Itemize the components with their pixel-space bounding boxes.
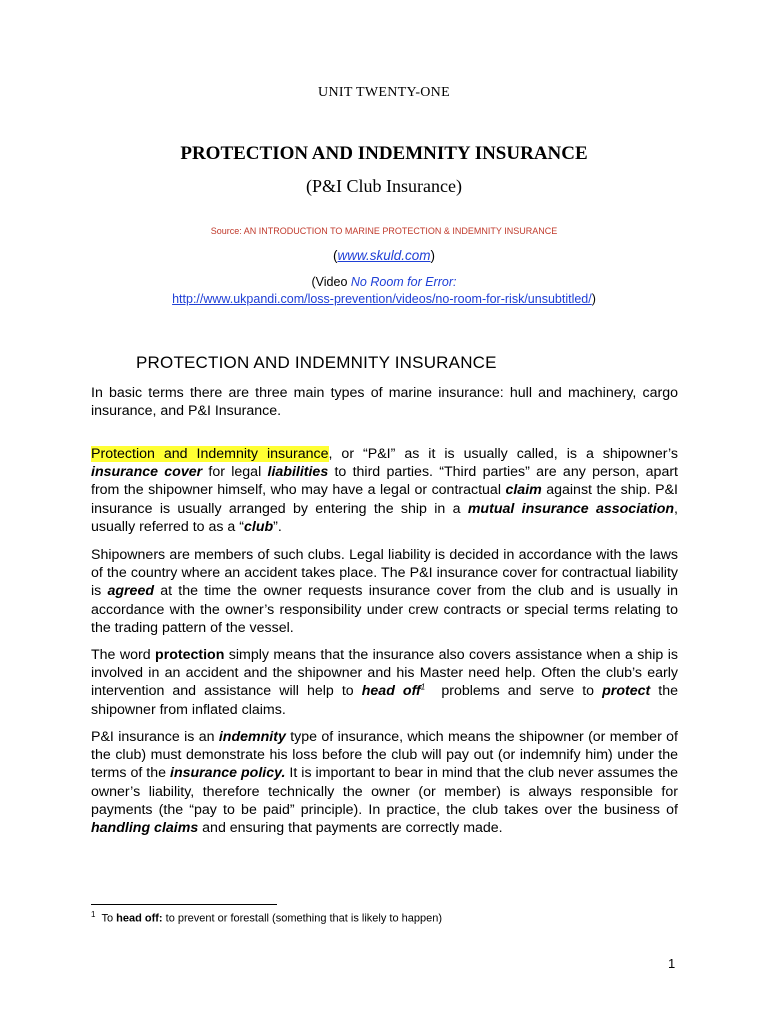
paragraph-5 [91,728,678,837]
text-run: and ensuring that payments are correctly made. [198,820,503,837]
key-term: claim [505,482,542,499]
text-run: The word [91,647,156,663]
paragraph-1: In basic terms there are three main types of marine insurance: hull and machinery, cargo insurance, and P&I Insurance. [91,385,678,420]
page-subtitle: (P&I Club Insurance) [306,176,462,196]
video-url-link[interactable]: http://www.ukpandi.com/loss-prevention/videos/no-room-for-risk/unsubtitled/ [172,292,592,306]
video-colon: : [453,275,457,289]
paragraph-4 [91,646,678,719]
footnote-definition: to prevent or forestall (something that is likely to happen) [162,912,443,925]
text-run: problems and serve to [425,683,603,700]
text-run: at the time the owner requests insurance cover from the club and is usually in accordance with the owner’s responsibility under crew contracts or special terms relating to the trading pattern of the vessel. [91,583,679,636]
paragraph-3 [91,546,678,637]
text-run: , usually referred to as a “ [91,500,678,535]
key-term: insurance policy. [170,765,286,782]
video-line [0,275,768,289]
footnote-divider [91,904,277,905]
source-line [0,226,768,236]
text-run: , or “P&I” as it is usually called, is a shipowner’s [328,446,678,462]
paragraph-2 [91,445,678,536]
video-url-line [0,292,768,306]
text-run: simply means that the insurance also covers assistance when a ship is involved in an accident and the shipowner and his Master need help. Often the club’s early intervention and assistance will help to [91,647,678,700]
key-term: agreed [107,583,155,600]
page-title: PROTECTION AND INDEMNITY INSURANCE [180,143,588,164]
text-run: the shipowner from inflated claims. [91,683,678,718]
video-title: No Room for Error [350,275,453,289]
source-text: AN INTRODUCTION TO MARINE PROTECTION & INDEMNITY INSURANCE [243,226,558,236]
key-term: handling claims [91,820,199,837]
footnote [91,910,442,925]
footnote-reference[interactable]: 1 [420,682,426,692]
text-run: against the ship. P&I insurance is usually arranged by entering the ship in a [91,482,678,517]
video-open: (Video [311,275,351,289]
text-run: type of insurance, which means the shipowner (or member of the club) must demonstrate his loss before the club will pay out (or indemnify him) under the terms of the [91,729,678,782]
key-term: protection [155,647,225,663]
highlighted-term: Protection and Indemnity insurance [91,446,329,462]
website-line [0,248,768,263]
text-run: for legal [202,464,268,481]
text-run: to third parties. “Third parties” are any person, apart from the shipowner himself, who may have a legal or contractual [91,464,678,499]
key-term: liabilities [267,464,329,481]
page-number: 1 [668,956,676,971]
video-close-paren: ) [591,292,596,306]
section-heading: PROTECTION AND INDEMNITY INSURANCE [136,353,497,372]
source-prefix: Source: [210,226,244,236]
text-run: It is important to bear in mind that the club never assumes the owner’s liability, therefore technically the owner (or member) is always responsible for payments (the “pay to be paid” principle). In practice, the club takes over the business of [91,765,678,818]
footnote-prefix: To [101,912,117,925]
key-term: mutual insurance association [467,500,675,517]
website-link[interactable]: www.skuld.com [337,248,431,263]
key-term: insurance cover [91,464,203,481]
unit-title: UNIT TWENTY-ONE [318,85,450,100]
key-term: protect [602,683,651,700]
key-term: indemnity [218,729,286,745]
text-run: Shipowners are members of such clubs. Legal liability is decided in accordance with the laws of the country where an accident takes place. The P&I insurance cover for contractual liability is [91,547,678,600]
website-open-paren: ( [332,248,338,263]
text-run: ”. [273,518,282,535]
footnote-term: head off: [116,912,163,925]
key-term: head off [361,683,421,700]
text-run: P&I insurance is an [91,729,219,745]
website-close-paren: ) [430,248,436,263]
footnote-marker: 1 [91,910,96,919]
key-term: club [243,518,274,535]
